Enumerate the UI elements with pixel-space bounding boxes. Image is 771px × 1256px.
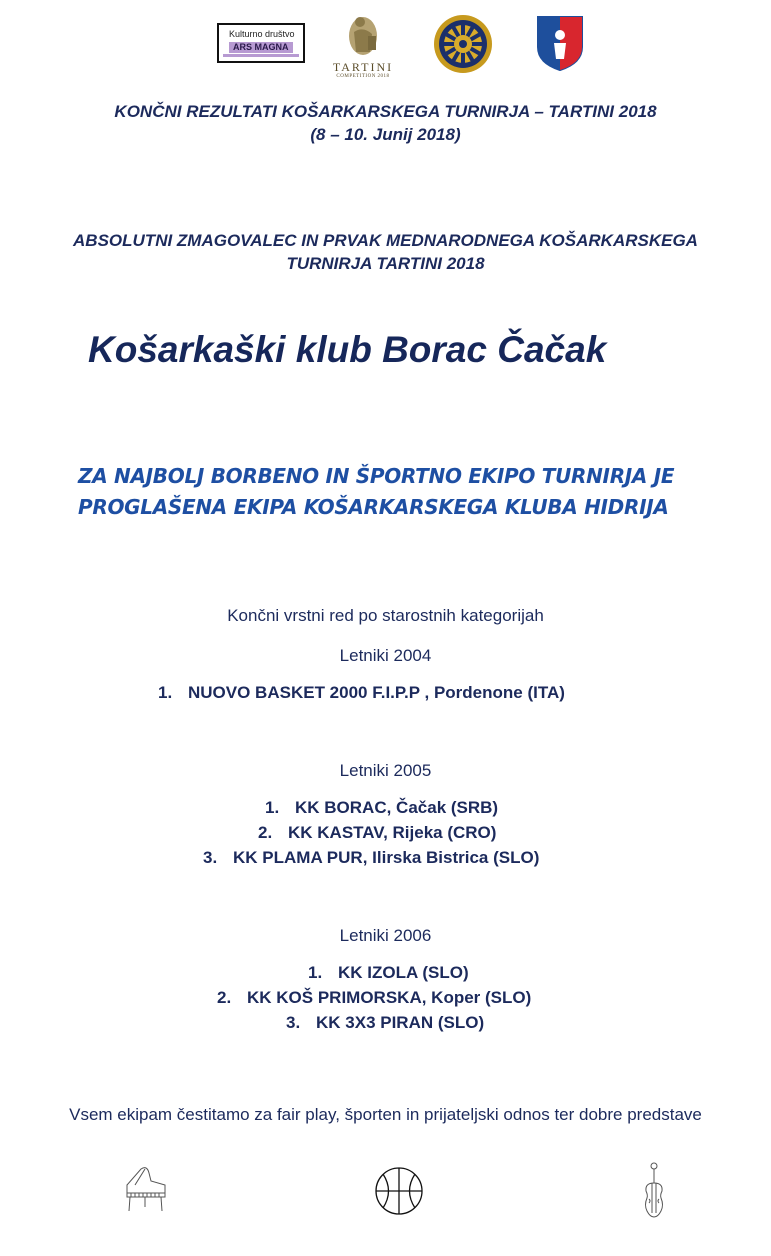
category-2004-label: Letniki 2004	[339, 646, 432, 665]
champion-heading-line1: ABSOLUTNI ZMAGOVALEC IN PRVAK MEDNARODNEGA KOŠARKARSKEGA	[73, 231, 698, 250]
fair-play-award	[78, 461, 674, 523]
results-title-line1: KONČNI REZULTATI KOŠARKARSKEGA TURNIRJA – TARTINI 2018	[114, 102, 657, 121]
list-item	[258, 823, 496, 843]
rankings-title: Končni vrstni red po starostnih kategorijah	[227, 606, 544, 625]
tartini-logo	[330, 12, 396, 80]
rank-number: 1.	[308, 963, 323, 982]
ars-magna-line2: ARS MAGNA	[229, 42, 293, 53]
rank-number: 1.	[265, 798, 280, 817]
rotary-wheel-icon	[432, 13, 494, 75]
results-title-line2: (8 – 10. Junij 2018)	[310, 125, 461, 144]
category-2006-label: Letniki 2006	[339, 926, 432, 945]
team-name: KK KOŠ PRIMORSKA, Koper (SLO)	[247, 988, 532, 1007]
fair-play-line1: ZA NAJBOLJ BORBENO IN ŠPORTNO EKIPO TURNIRJA JE	[78, 464, 675, 488]
team-name: KK IZOLA (SLO)	[338, 963, 469, 982]
list-item	[265, 798, 498, 818]
champion-heading	[0, 229, 771, 275]
fair-play-line2: PROGLAŠENA EKIPA KOŠARKARSKEGA KLUBA HIDRIJA	[78, 495, 669, 519]
list-item	[308, 963, 469, 983]
champion-club: Košarkaški klub Borac Čačak	[88, 329, 607, 370]
team-name: KK BORAC, Čačak (SRB)	[295, 798, 499, 817]
ars-magna-line1: Kulturno društvo	[229, 29, 295, 39]
list-item	[217, 988, 531, 1008]
list-item	[203, 848, 539, 868]
ars-magna-logo	[217, 23, 305, 63]
list-item	[158, 683, 565, 703]
list-item	[286, 1013, 484, 1033]
team-name: KK 3X3 PIRAN (SLO)	[316, 1013, 485, 1032]
closing-message: Vsem ekipam čestitamo za fair play, športen in prijateljski odnos ter dobre predstave	[69, 1105, 702, 1124]
tartini-sub: COMPETITION 2018	[336, 74, 390, 79]
tartini-word: TARTINI	[332, 60, 394, 74]
champion-heading-line2: TURNIRJA TARTINI 2018	[286, 254, 485, 273]
rank-number: 3.	[203, 848, 218, 867]
basketball-icon	[374, 1166, 424, 1221]
piano-icon	[121, 1163, 169, 1220]
category-2005-label: Letniki 2005	[339, 761, 432, 780]
team-name: NUOVO BASKET 2000 F.I.P.P , Pordenone (ITA)	[188, 683, 565, 702]
team-name: KK PLAMA PUR, Ilirska Bistrica (SLO)	[233, 848, 540, 867]
results-title	[0, 100, 771, 146]
rank-number: 2.	[217, 988, 232, 1007]
ars-magna-bar	[223, 54, 299, 57]
rank-number: 3.	[286, 1013, 301, 1032]
3x3-basketball-icon	[536, 13, 584, 71]
violin-icon	[641, 1161, 667, 1226]
rank-number: 2.	[258, 823, 273, 842]
tartini-figure-icon	[330, 12, 396, 58]
rank-number: 1.	[158, 683, 173, 702]
team-name: KK KASTAV, Rijeka (CRO)	[288, 823, 497, 842]
